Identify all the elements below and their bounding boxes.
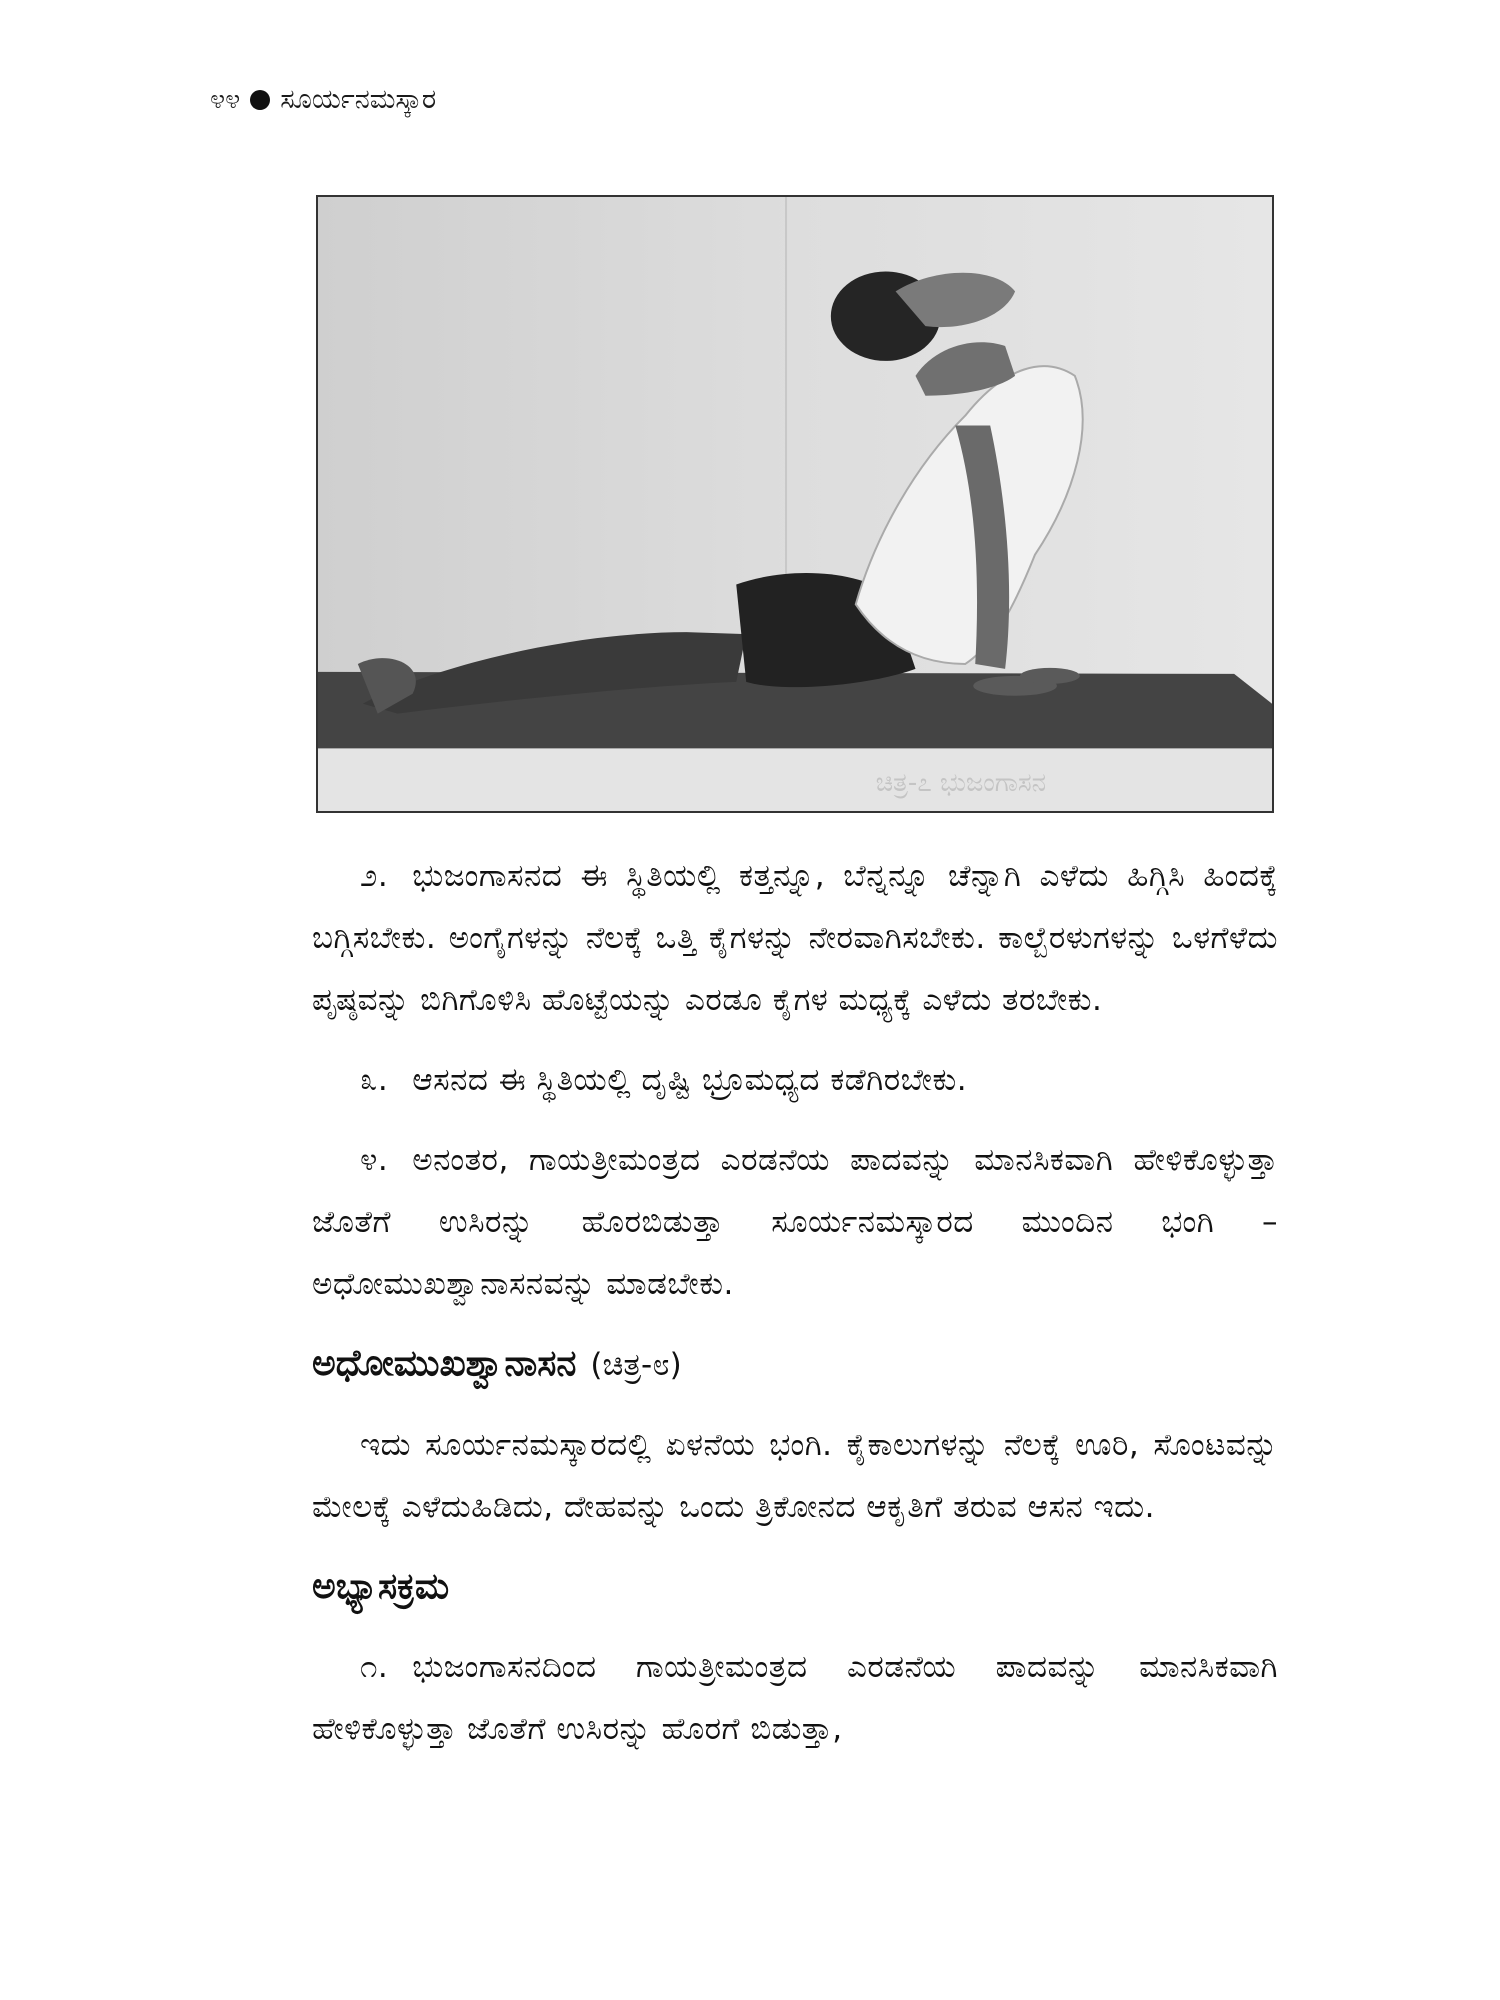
paragraph-number: ೪. <box>360 1142 389 1178</box>
paragraph-number: ೨. <box>360 858 389 894</box>
paragraph-text: ಅನಂತರ, ಗಾಯತ್ರೀಮಂತ್ರದ ಎರಡನೆಯ ಪಾದವನ್ನು ಮಾನಸಿಕವಾಗಿ ಹೇಳಿಕೊಳ್ಳುತ್ತಾ ಜೊತೆಗೆ ಉಸಿರನ್ನು ಹೊರಬಿಡುತ್ತಾ ಸೂರ್ಯನಮಸ್ಕಾರದ ಮುಂದಿನ ಭಂಗಿ – ಅಧೋಮುಖಶ್ವಾನಾಸನವನ್ನು ಮಾಡಬೇಕು. <box>312 1142 1278 1302</box>
page-number: ೪೪ <box>210 84 241 115</box>
heading-text: ಅಧೋಮುಖಶ್ವಾನಾಸನ <box>312 1343 577 1384</box>
paragraph-text: ಭುಜಂಗಾಸನದ ಈ ಸ್ಥಿತಿಯಲ್ಲಿ ಕತ್ತನ್ನೂ, ಬೆನ್ನನ್ನೂ ಚೆನ್ನಾಗಿ ಎಳೆದು ಹಿಗ್ಗಿಸಿ ಹಿಂದಕ್ಕೆ ಬಗ್ಗಿಸಬೇಕು. ಅಂಗೈಗಳನ್ನು ನೆಲಕ್ಕೆ ಒತ್ತಿ ಕೈಗಳನ್ನು ನೇರವಾಗಿಸಬೇಕು. ಕಾಲ್ಬೆರಳುಗಳನ್ನು ಒಳಗೆಳೆದು ಪೃಷ್ಠವನ್ನು ಬಿಗಿಗೊಳಿಸಿ ಹೊಟ್ಟೆಯನ್ನು ಎರಡೂ ಕೈಗಳ ಮಧ್ಯಕ್ಕೆ ಎಳೆದು ತರಬೇಕು. <box>312 858 1278 1018</box>
paragraph-4 <box>312 1129 1278 1315</box>
paragraph-2 <box>312 845 1278 1031</box>
section-heading-adhomukha <box>312 1333 1278 1396</box>
paragraph-text: ಆಸನದ ಈ ಸ್ಥಿತಿಯಲ್ಲಿ ದೃಷ್ಟಿ ಭ್ರೂಮಧ್ಯದ ಕಡೆಗಿರಬೇಕು. <box>412 1062 968 1098</box>
section1-paragraph: ಇದು ಸೂರ್ಯನಮಸ್ಕಾರದಲ್ಲಿ ಏಳನೆಯ ಭಂಗಿ. ಕೈಕಾಲುಗಳನ್ನು ನೆಲಕ್ಕೆ ಊರಿ, ಸೊಂಟವನ್ನು ಮೇಲಕ್ಕೆ ಎಳೆದುಹಿಡಿದು, ದೇಹವನ್ನು ಒಂದು ತ್ರಿಕೋನದ ಆಕೃತಿಗೆ ತರುವ ಆಸನ ಇದು. <box>312 1427 1278 1525</box>
bullet-icon <box>250 90 270 110</box>
paragraph-number: ೩. <box>360 1062 389 1098</box>
paragraph-number: ೧. <box>360 1649 389 1685</box>
running-title: ಸೂರ್ಯನಮಸ್ಕಾರ <box>280 84 437 115</box>
paragraph-text: ಭುಜಂಗಾಸನದಿಂದ ಗಾಯತ್ರೀಮಂತ್ರದ ಎರಡನೆಯ ಪಾದವನ್ನು ಮಾನಸಿಕವಾಗಿ ಹೇಳಿಕೊಳ್ಳುತ್ತಾ ಜೊತೆಗೆ ಉಸಿರನ್ನು ಹೊರಗೆ ಬಿಡುತ್ತಾ, <box>312 1649 1278 1747</box>
yoga-pose-photo-icon <box>318 197 1272 811</box>
embossed-caption: ಚಿತ್ರ-೭ ಭುಜಂಗಾಸನ <box>875 768 1047 799</box>
section2-paragraph <box>312 1636 1278 1760</box>
body-text <box>312 845 1278 1778</box>
running-header <box>210 84 436 116</box>
paragraph-3 <box>312 1049 1278 1111</box>
section-heading-practice: ಅಭ್ಯಾಸಕ್ರಮ <box>312 1566 450 1607</box>
figure-reference: (ಚಿತ್ರ-೮) <box>590 1347 682 1383</box>
pose-photo <box>316 195 1274 813</box>
